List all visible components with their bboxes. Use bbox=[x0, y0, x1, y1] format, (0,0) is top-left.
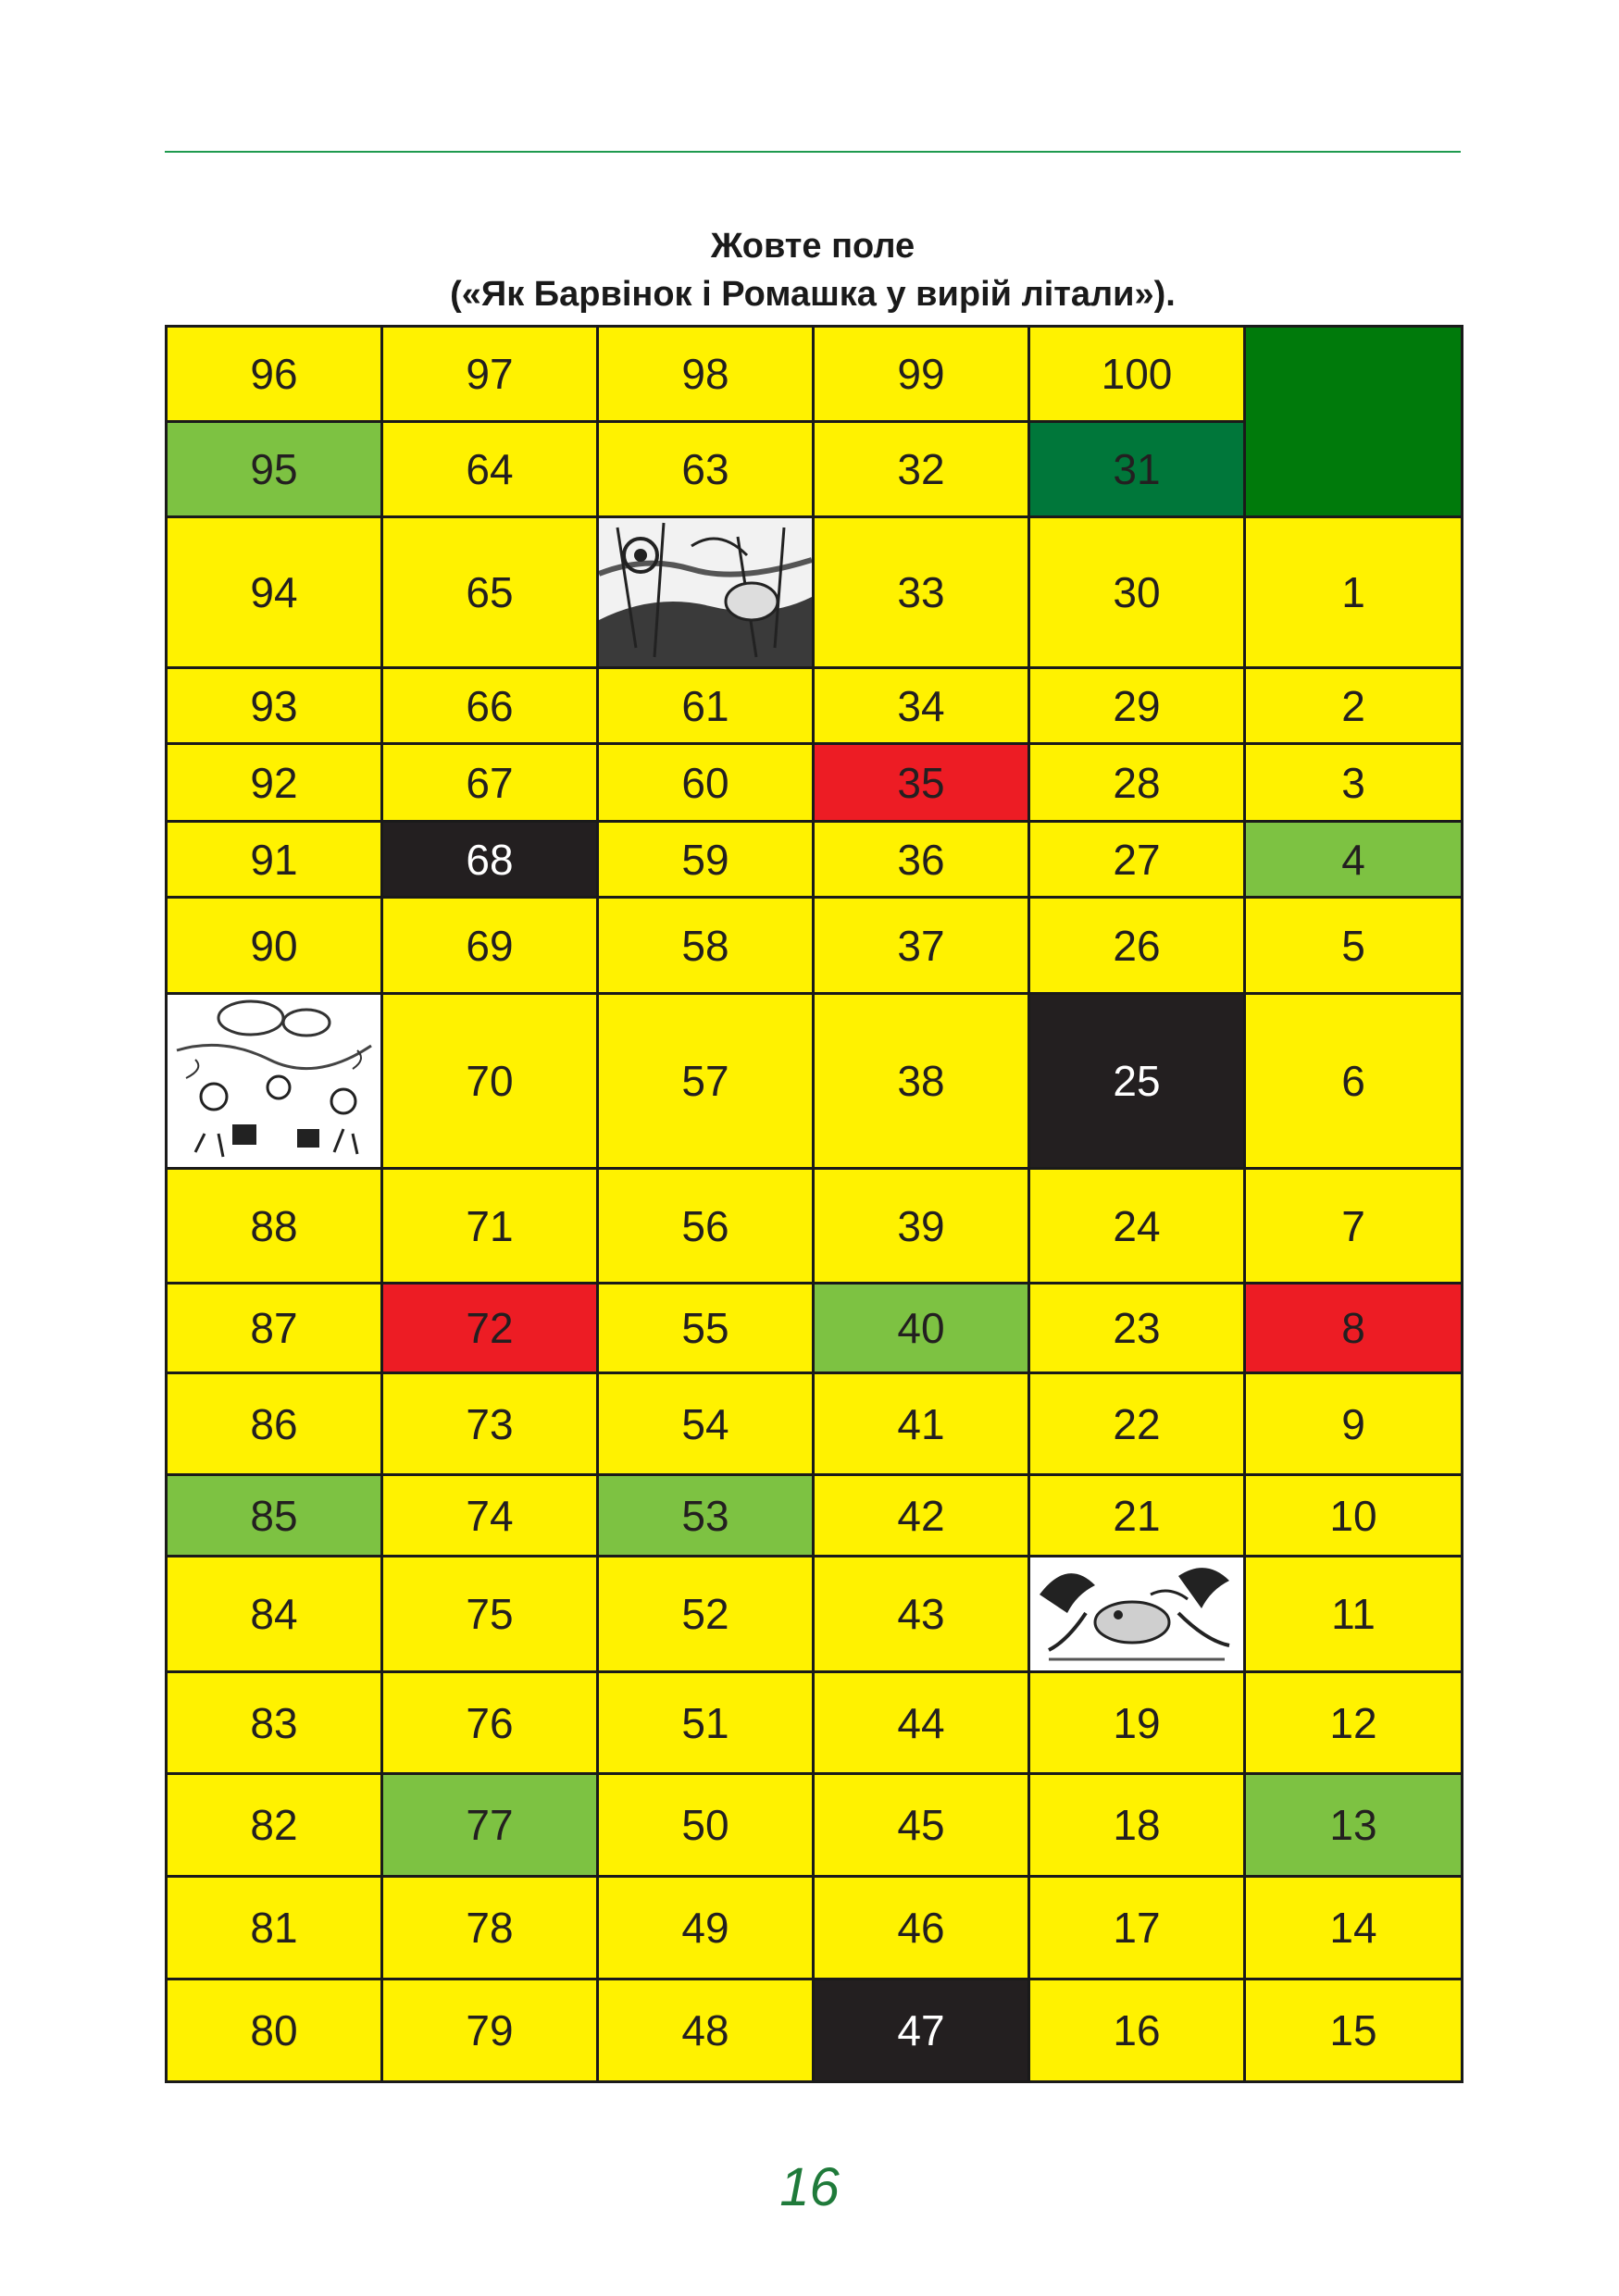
board-square-79[interactable]: 79 bbox=[382, 1980, 598, 2082]
board-square-27[interactable]: 27 bbox=[1029, 822, 1245, 898]
board-square-96[interactable]: 96 bbox=[167, 327, 382, 422]
board-square-36[interactable]: 36 bbox=[814, 822, 1029, 898]
board-square-22[interactable]: 22 bbox=[1029, 1373, 1245, 1475]
board-row bbox=[167, 994, 1463, 1169]
board-row bbox=[167, 1877, 1463, 1980]
board-square-87[interactable]: 87 bbox=[167, 1284, 382, 1373]
board-square-11[interactable]: 11 bbox=[1245, 1557, 1463, 1672]
board-square-6[interactable]: 6 bbox=[1245, 994, 1463, 1169]
board-square-85[interactable]: 85 bbox=[167, 1475, 382, 1557]
board-square-33[interactable]: 33 bbox=[814, 517, 1029, 668]
board-square-80[interactable]: 80 bbox=[167, 1980, 382, 2082]
board-square-35[interactable]: 35 bbox=[814, 744, 1029, 822]
board-square-83[interactable]: 83 bbox=[167, 1672, 382, 1774]
board-square-1[interactable]: 1 bbox=[1245, 517, 1463, 668]
game-board bbox=[165, 325, 1463, 2083]
board-square-43[interactable]: 43 bbox=[814, 1557, 1029, 1672]
board-square-41[interactable]: 41 bbox=[814, 1373, 1029, 1475]
board-square-56[interactable]: 56 bbox=[598, 1169, 814, 1284]
board-row bbox=[167, 822, 1463, 898]
board-row bbox=[167, 1980, 1463, 2082]
board-square-94[interactable]: 94 bbox=[167, 517, 382, 668]
board-square-65[interactable]: 65 bbox=[382, 517, 598, 668]
board-row bbox=[167, 327, 1463, 422]
board-square-81[interactable]: 81 bbox=[167, 1877, 382, 1980]
board-square-75[interactable]: 75 bbox=[382, 1557, 598, 1672]
board-square-45[interactable]: 45 bbox=[814, 1774, 1029, 1877]
board-square-54[interactable]: 54 bbox=[598, 1373, 814, 1475]
board-square-95[interactable]: 95 bbox=[167, 422, 382, 517]
board-square-66[interactable]: 66 bbox=[382, 668, 598, 744]
board-square-17[interactable]: 17 bbox=[1029, 1877, 1245, 1980]
board-square-69[interactable]: 69 bbox=[382, 898, 598, 994]
board-row bbox=[167, 1672, 1463, 1774]
board-square-93[interactable]: 93 bbox=[167, 668, 382, 744]
board-square-62[interactable] bbox=[598, 517, 814, 668]
board-square-89[interactable] bbox=[167, 994, 382, 1169]
board-square-64[interactable]: 64 bbox=[382, 422, 598, 517]
board-square-73[interactable]: 73 bbox=[382, 1373, 598, 1475]
board-square-92[interactable]: 92 bbox=[167, 744, 382, 822]
board-square-23[interactable]: 23 bbox=[1029, 1284, 1245, 1373]
board-square-9[interactable]: 9 bbox=[1245, 1373, 1463, 1475]
board-square-21[interactable]: 21 bbox=[1029, 1475, 1245, 1557]
illustration-flowers-insects-icon bbox=[599, 518, 812, 666]
board-square-74[interactable]: 74 bbox=[382, 1475, 598, 1557]
board-row bbox=[167, 898, 1463, 994]
board-square-57[interactable]: 57 bbox=[598, 994, 814, 1169]
page-number: 16 bbox=[779, 2157, 840, 2217]
board-square-72[interactable]: 72 bbox=[382, 1284, 598, 1373]
board-square-91[interactable]: 91 bbox=[167, 822, 382, 898]
board-square-60[interactable]: 60 bbox=[598, 744, 814, 822]
board-square-67[interactable]: 67 bbox=[382, 744, 598, 822]
board-square-31[interactable]: 31 bbox=[1029, 422, 1245, 517]
page-title: Жовте поле bbox=[710, 227, 915, 266]
board-square-68[interactable]: 68 bbox=[382, 822, 598, 898]
board-square-58[interactable]: 58 bbox=[598, 898, 814, 994]
board-square-18[interactable]: 18 bbox=[1029, 1774, 1245, 1877]
board-square-32[interactable]: 32 bbox=[814, 422, 1029, 517]
board-square-99[interactable]: 99 bbox=[814, 327, 1029, 422]
board-square-55[interactable]: 55 bbox=[598, 1284, 814, 1373]
board-square-78[interactable]: 78 bbox=[382, 1877, 598, 1980]
board-square-34[interactable]: 34 bbox=[814, 668, 1029, 744]
board-row bbox=[167, 1557, 1463, 1672]
board-square-49[interactable]: 49 bbox=[598, 1877, 814, 1980]
board-square-26[interactable]: 26 bbox=[1029, 898, 1245, 994]
board-square-90[interactable]: 90 bbox=[167, 898, 382, 994]
board-row bbox=[167, 1774, 1463, 1877]
board-square-70[interactable]: 70 bbox=[382, 994, 598, 1169]
board-square-37[interactable]: 37 bbox=[814, 898, 1029, 994]
board-square-25[interactable]: 25 bbox=[1029, 994, 1245, 1169]
board-row bbox=[167, 1373, 1463, 1475]
board-square-4[interactable]: 4 bbox=[1245, 822, 1463, 898]
page-subtitle: («Як Барвінок і Ромашка у вирій літали»). bbox=[450, 275, 1176, 314]
board-square-29[interactable]: 29 bbox=[1029, 668, 1245, 744]
board-square-48[interactable]: 48 bbox=[598, 1980, 814, 2082]
board-square-71[interactable]: 71 bbox=[382, 1169, 598, 1284]
board-square-100[interactable]: 100 bbox=[1029, 327, 1245, 422]
board-square-50[interactable]: 50 bbox=[598, 1774, 814, 1877]
finish-square[interactable] bbox=[1245, 327, 1463, 517]
board-row bbox=[167, 517, 1463, 668]
board-square-47[interactable]: 47 bbox=[814, 1980, 1029, 2082]
board-square-16[interactable]: 16 bbox=[1029, 1980, 1245, 2082]
board-square-12[interactable]: 12 bbox=[1245, 1672, 1463, 1774]
board-square-24[interactable]: 24 bbox=[1029, 1169, 1245, 1284]
board-square-88[interactable]: 88 bbox=[167, 1169, 382, 1284]
board-square-7[interactable]: 7 bbox=[1245, 1169, 1463, 1284]
illustration-mice-crowd-icon bbox=[168, 995, 380, 1167]
board-square-53[interactable]: 53 bbox=[598, 1475, 814, 1557]
board-square-3[interactable]: 3 bbox=[1245, 744, 1463, 822]
board-row bbox=[167, 1475, 1463, 1557]
board-square-14[interactable]: 14 bbox=[1245, 1877, 1463, 1980]
board-square-97[interactable]: 97 bbox=[382, 327, 598, 422]
board-square-61[interactable]: 61 bbox=[598, 668, 814, 744]
board-square-2[interactable]: 2 bbox=[1245, 668, 1463, 744]
illustration-birds-icon bbox=[1030, 1558, 1243, 1670]
board-row bbox=[167, 744, 1463, 822]
board-square-46[interactable]: 46 bbox=[814, 1877, 1029, 1980]
board-square-38[interactable]: 38 bbox=[814, 994, 1029, 1169]
board-row bbox=[167, 668, 1463, 744]
board-square-10[interactable]: 10 bbox=[1245, 1475, 1463, 1557]
board-square-15[interactable]: 15 bbox=[1245, 1980, 1463, 2082]
board-square-63[interactable]: 63 bbox=[598, 422, 814, 517]
board-square-82[interactable]: 82 bbox=[167, 1774, 382, 1877]
board-square-13[interactable]: 13 bbox=[1245, 1774, 1463, 1877]
board-square-77[interactable]: 77 bbox=[382, 1774, 598, 1877]
board-square-19[interactable]: 19 bbox=[1029, 1672, 1245, 1774]
top-rule bbox=[165, 151, 1461, 153]
board-square-98[interactable]: 98 bbox=[598, 327, 814, 422]
board-square-86[interactable]: 86 bbox=[167, 1373, 382, 1475]
board-square-5[interactable]: 5 bbox=[1245, 898, 1463, 994]
board-square-84[interactable]: 84 bbox=[167, 1557, 382, 1672]
board-square-51[interactable]: 51 bbox=[598, 1672, 814, 1774]
board-square-8[interactable]: 8 bbox=[1245, 1284, 1463, 1373]
board-square-40[interactable]: 40 bbox=[814, 1284, 1029, 1373]
board-square-52[interactable]: 52 bbox=[598, 1557, 814, 1672]
board-square-44[interactable]: 44 bbox=[814, 1672, 1029, 1774]
board-square-30[interactable]: 30 bbox=[1029, 517, 1245, 668]
board-square-59[interactable]: 59 bbox=[598, 822, 814, 898]
board-row bbox=[167, 1169, 1463, 1284]
board-square-42[interactable]: 42 bbox=[814, 1475, 1029, 1557]
board-square-28[interactable]: 28 bbox=[1029, 744, 1245, 822]
board-row bbox=[167, 1284, 1463, 1373]
board-square-76[interactable]: 76 bbox=[382, 1672, 598, 1774]
board-square-20[interactable] bbox=[1029, 1557, 1245, 1672]
board-square-39[interactable]: 39 bbox=[814, 1169, 1029, 1284]
